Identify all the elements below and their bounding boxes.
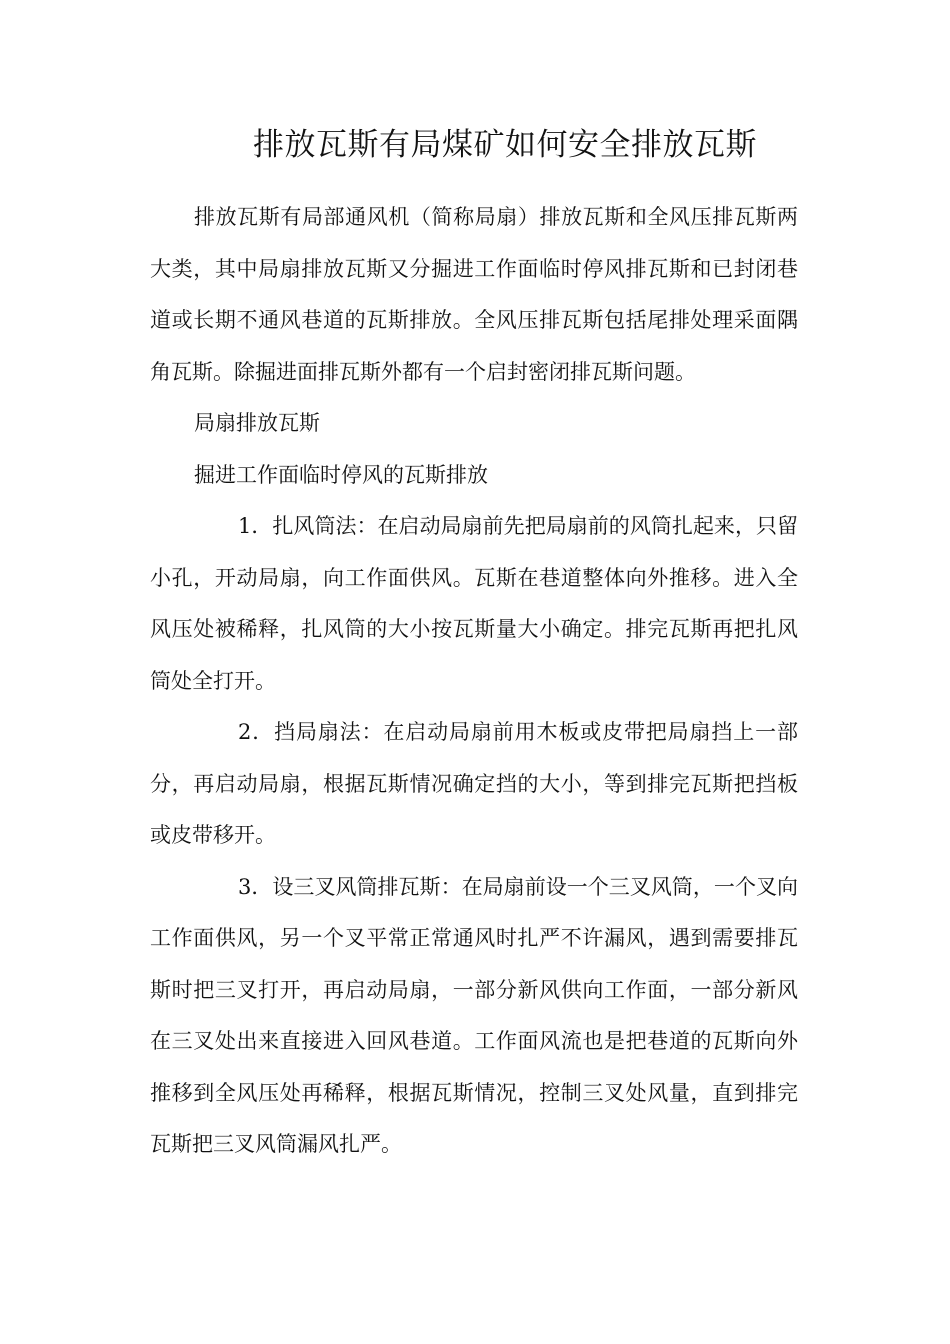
paragraph-method-3: 3．设三叉风筒排瓦斯：在局扇前设一个三叉风筒，一个叉向工作面供风，另一个叉平常正常通风时扎严不许漏风，遇到需要排瓦斯时把三叉打开，再启动局扇，一部分新风供向工作面，一部分新风在三叉处出来直接进入回风巷道。工作面风流也是把巷道的瓦斯向外推移到全风压处再稀释，根据瓦斯情况，控制三叉处风量，直到排完瓦斯把三叉风筒漏风扎严。 (150, 874, 798, 1156)
paragraph-intro: 排放瓦斯有局部通风机（简称局扇）排放瓦斯和全风压排瓦斯两大类，其中局扇排放瓦斯又分掘进工作面临时停风排瓦斯和已封闭巷道或长期不通风巷道的瓦斯排放。全风压排瓦斯包括尾排处理采面隅角瓦斯。除掘进面排瓦斯外都有一个启封密闭排瓦斯问题。 (150, 205, 798, 384)
paragraph-method-1: 1．扎风筒法：在启动局扇前先把局扇前的风筒扎起来，只留小孔，开动局扇，向工作面供风。瓦斯在巷道整体向外推移。进入全风压处被稀释，扎风筒的大小按瓦斯量大小确定。排完瓦斯再把扎风筒处全打开。 (150, 514, 798, 693)
section-heading-fan-discharge: 局扇排放瓦斯 (194, 411, 320, 435)
section-heading-face-discharge: 掘进工作面临时停风的瓦斯排放 (194, 462, 488, 487)
document-body (150, 192, 798, 1171)
paragraph-method-2: 2．挡局扇法：在启动局扇前用木板或皮带把局扇挡上一部分，再启动局扇，根据瓦斯情况确定挡的大小，等到排完瓦斯把挡板或皮带移开。 (150, 720, 798, 847)
document-title: 排放瓦斯有局煤矿如何安全排放瓦斯 (253, 127, 757, 163)
